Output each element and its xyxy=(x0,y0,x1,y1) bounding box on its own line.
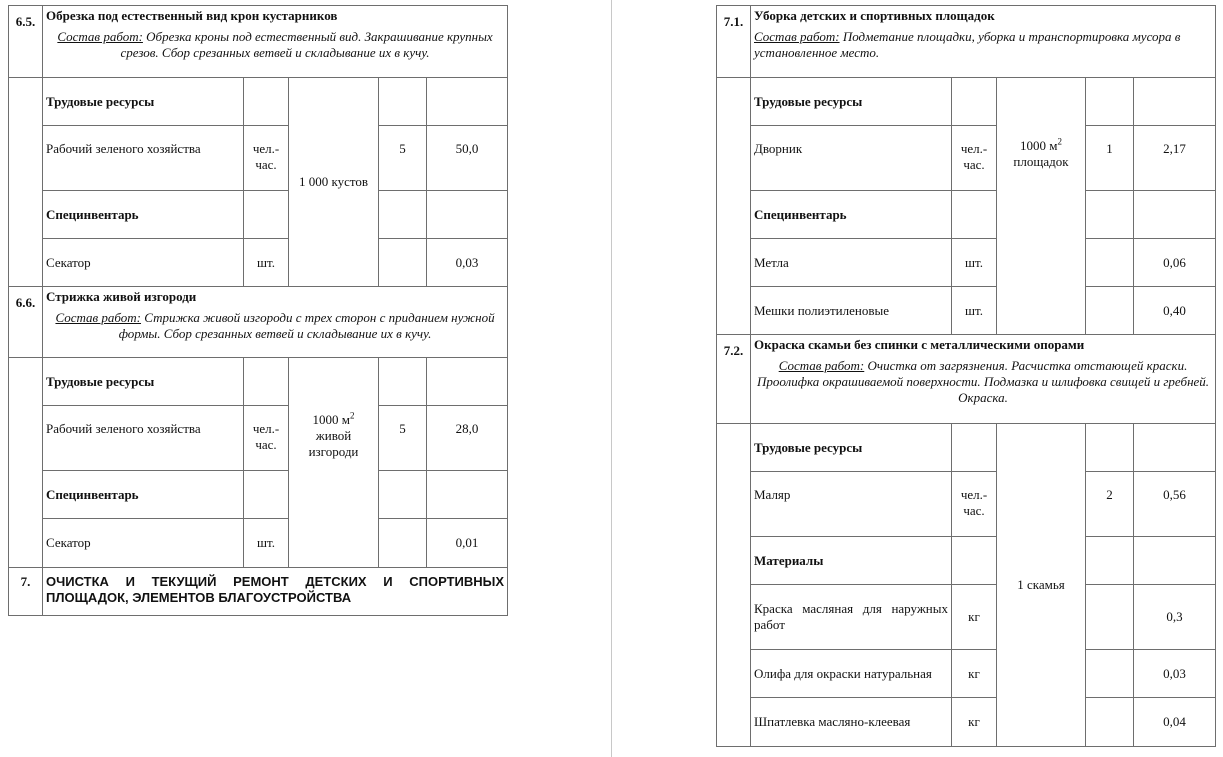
description-text: Стрижка живой изгороди с трех сторон с приданием нужной формы. Сбор срезанных ветвей и складывание их в кучу. xyxy=(118,310,495,341)
table-row xyxy=(717,472,1216,537)
table-row xyxy=(9,239,508,287)
item-value: 0,06 xyxy=(1134,239,1216,287)
measure-sup: 2 xyxy=(349,410,355,421)
item-unit: шт. xyxy=(952,239,997,287)
labor-heading: Трудовые ресурсы xyxy=(751,424,952,472)
section-number: 7.2. xyxy=(717,335,751,424)
worker-name: Рабочий зеленого хозяйства xyxy=(43,126,244,191)
table-row xyxy=(717,239,1216,287)
measure-text: 1000 м xyxy=(312,412,350,427)
labor-heading: Трудовые ресурсы xyxy=(43,358,244,406)
tool-value: 0,01 xyxy=(427,519,508,568)
description-text: Обрезка кроны под естественный вид. Закрашивание крупных срезов. Сбор срезанных ветвей и складывание их в кучу. xyxy=(120,29,493,60)
measure-unit xyxy=(997,78,1086,335)
material-value: 0,3 xyxy=(1134,585,1216,650)
worker-unit: чел.-час. xyxy=(952,126,997,191)
worker-count: 2 xyxy=(1086,472,1134,537)
page-divider xyxy=(611,0,612,757)
equipment-heading: Специнвентарь xyxy=(751,191,952,239)
worker-name: Дворник xyxy=(751,126,952,191)
section-description xyxy=(46,310,504,342)
section-cell xyxy=(751,6,1216,78)
tool-value: 0,03 xyxy=(427,239,508,287)
measure-unit: 1 000 кустов xyxy=(289,78,379,287)
section-description xyxy=(46,29,504,61)
worker-count: 1 xyxy=(1086,126,1134,191)
material-name: Краска масляная для наружных работ xyxy=(751,585,952,650)
table-row xyxy=(717,126,1216,191)
table-row xyxy=(9,126,508,191)
measure-text: 1000 м xyxy=(1020,138,1058,153)
item-value: 0,40 xyxy=(1134,287,1216,335)
table-row xyxy=(9,358,508,406)
table-row xyxy=(717,650,1216,698)
material-value: 0,04 xyxy=(1134,698,1216,747)
worker-name: Рабочий зеленого хозяйства xyxy=(43,406,244,471)
equipment-heading: Специнвентарь xyxy=(43,471,244,519)
item-name: Метла xyxy=(751,239,952,287)
section-cell xyxy=(43,287,508,358)
section-number: 7. xyxy=(9,568,43,616)
tool-name: Секатор xyxy=(43,519,244,568)
section-header-6-6 xyxy=(9,287,508,358)
measure-text-2: площадок xyxy=(1013,154,1069,169)
measure-unit: 1 скамья xyxy=(997,424,1086,747)
norms-table-left xyxy=(8,5,508,616)
measure-unit xyxy=(289,358,379,568)
tool-unit: шт. xyxy=(244,239,289,287)
section-title: Окраска скамьи без спинки с металлическими опорами xyxy=(754,337,1085,352)
description-label: Состав работ: xyxy=(55,310,142,325)
norms-table-right xyxy=(716,5,1216,747)
section-number: 7.1. xyxy=(717,6,751,78)
worker-unit: чел.-час. xyxy=(952,472,997,537)
materials-heading: Материалы xyxy=(751,537,952,585)
equipment-heading: Специнвентарь xyxy=(43,191,244,239)
table-row xyxy=(9,191,508,239)
chapter-title: ОЧИСТКА И ТЕКУЩИЙ РЕМОНТ ДЕТСКИХ И СПОРТИВНЫХ ПЛОЩАДОК, ЭЛЕМЕНТОВ БЛАГОУСТРОЙСТВА xyxy=(43,568,508,616)
measure-text-2: живой изгороди xyxy=(308,428,359,459)
item-name: Мешки полиэтиленовые xyxy=(751,287,952,335)
material-unit: кг xyxy=(952,698,997,747)
measure-sup: 2 xyxy=(1057,136,1062,147)
section-title: Стрижка живой изгороди xyxy=(46,289,197,304)
worker-value: 50,0 xyxy=(427,126,508,191)
worker-value: 2,17 xyxy=(1134,126,1216,191)
worker-count: 5 xyxy=(379,126,427,191)
worker-name: Маляр xyxy=(751,472,952,537)
table-row xyxy=(717,585,1216,650)
left-page xyxy=(8,5,507,616)
material-value: 0,03 xyxy=(1134,650,1216,698)
description-label: Состав работ: xyxy=(57,29,143,44)
worker-unit: чел.-час. xyxy=(244,406,289,471)
section-description xyxy=(754,29,1212,61)
table-row xyxy=(717,191,1216,239)
item-unit: шт. xyxy=(952,287,997,335)
table-row xyxy=(9,471,508,519)
description-text: Очистка от загрязнения. Расчистка отстающей краски. Проолифка окрашиваемой поверхности. Подмазка и шлифовка свищей и гребней. Окраска. xyxy=(756,358,1210,405)
material-name: Олифа для окраски натуральная xyxy=(751,650,952,698)
description-label: Состав работ: xyxy=(754,29,840,44)
right-page xyxy=(716,5,1215,747)
description-text: Подметание площадки, уборка и транспортировка мусора в установленное место. xyxy=(754,29,1181,60)
table-row xyxy=(717,537,1216,585)
section-title: Уборка детских и спортивных площадок xyxy=(754,8,995,23)
worker-value: 0,56 xyxy=(1134,472,1216,537)
section-header-7-2 xyxy=(717,335,1216,424)
description-label: Состав работ: xyxy=(778,358,865,373)
table-row xyxy=(9,78,508,126)
table-row xyxy=(9,519,508,568)
section-cell xyxy=(43,6,508,78)
labor-heading: Трудовые ресурсы xyxy=(751,78,952,126)
section-title: Обрезка под естественный вид крон кустарников xyxy=(46,8,338,23)
section-header-7-1 xyxy=(717,6,1216,78)
labor-heading: Трудовые ресурсы xyxy=(43,78,244,126)
section-header-6-5 xyxy=(9,6,508,78)
material-unit: кг xyxy=(952,585,997,650)
table-row xyxy=(717,698,1216,747)
tool-name: Секатор xyxy=(43,239,244,287)
section-header-7 xyxy=(9,568,508,616)
table-row xyxy=(9,406,508,471)
table-row xyxy=(717,424,1216,472)
worker-value: 28,0 xyxy=(427,406,508,471)
worker-count: 5 xyxy=(379,406,427,471)
section-number: 6.5. xyxy=(9,6,43,78)
material-unit: кг xyxy=(952,650,997,698)
section-cell xyxy=(751,335,1216,424)
worker-unit: чел.-час. xyxy=(244,126,289,191)
section-number: 6.6. xyxy=(9,287,43,358)
material-name: Шпатлевка масляно-клеевая xyxy=(751,698,952,747)
tool-unit: шт. xyxy=(244,519,289,568)
table-row xyxy=(717,78,1216,126)
table-row xyxy=(717,287,1216,335)
section-description xyxy=(754,358,1212,406)
